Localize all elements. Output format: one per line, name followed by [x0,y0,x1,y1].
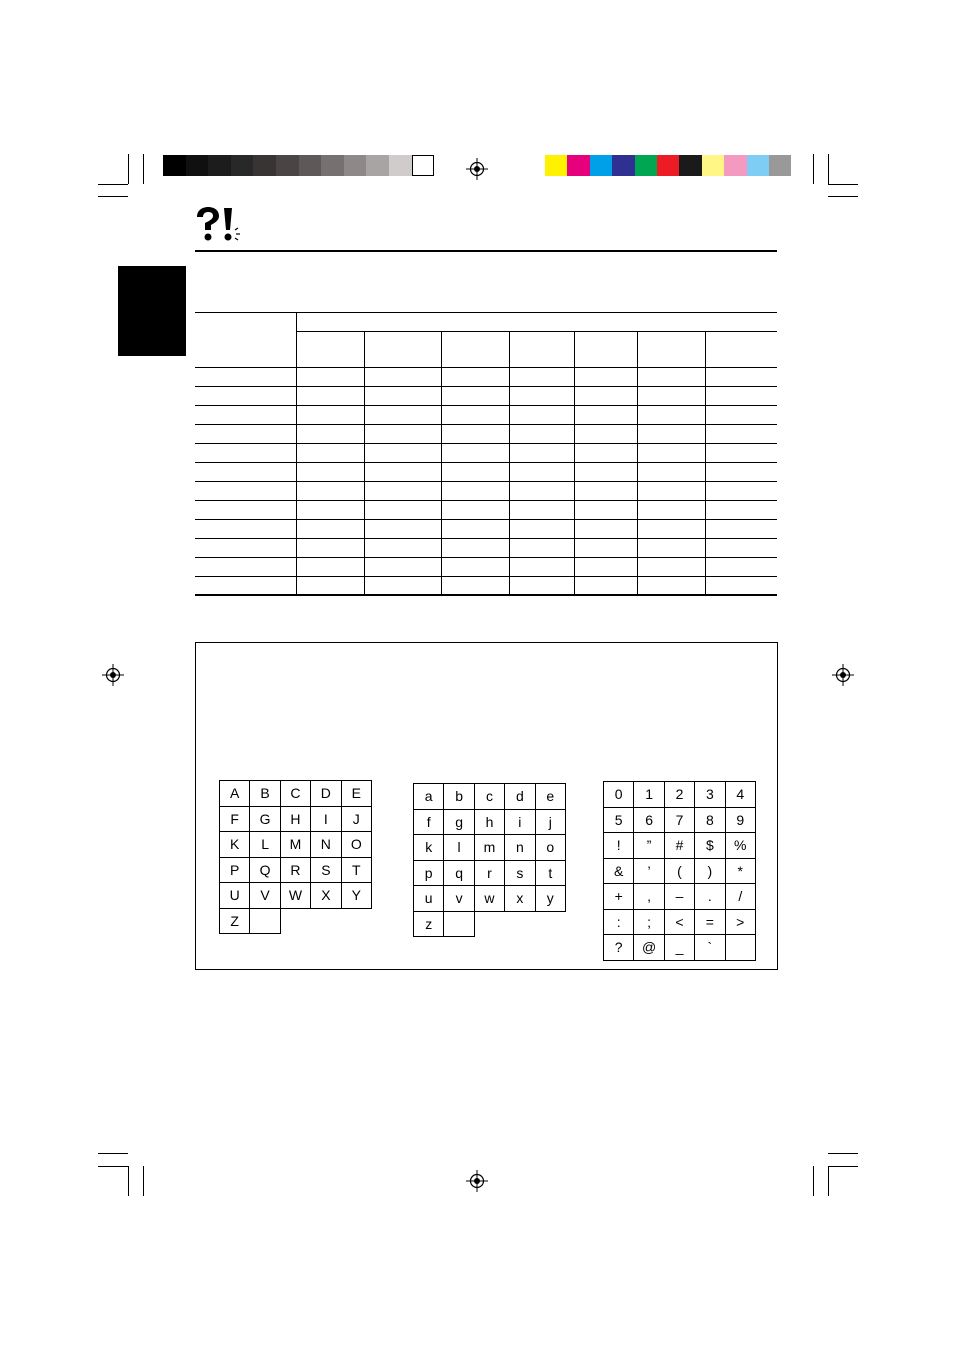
character-cell: L [250,832,280,858]
character-cell: d [505,784,535,810]
color-swatch [590,155,612,176]
character-cell: + [604,884,634,910]
character-cell: E [341,781,371,807]
character-cell: ! [604,833,634,859]
character-cell: > [725,909,755,935]
character-cell: T [341,857,371,883]
color-swatch [702,155,724,176]
character-cell: F [220,806,250,832]
character-cell: K [220,832,250,858]
character-cell [444,911,474,937]
color-swatch [299,155,322,176]
character-cell: e [535,784,565,810]
character-cell: X [311,883,341,909]
character-cell: n [505,835,535,861]
registration-mark-icon [466,158,488,180]
character-cell: w [474,886,504,912]
character-cell: , [634,884,664,910]
character-cell: v [444,886,474,912]
character-cell: 3 [695,782,725,808]
character-cell: J [341,806,371,832]
symbol-character-grid [603,781,756,961]
color-swatch [724,155,746,176]
character-cell: C [280,781,310,807]
character-cell: ; [634,909,664,935]
registration-mark-icon [832,664,854,686]
character-cell: i [505,809,535,835]
character-cell: b [444,784,474,810]
color-swatch [635,155,657,176]
character-cell: 8 [695,807,725,833]
character-cell: 6 [634,807,664,833]
lowercase-character-grid [413,783,566,937]
character-cell: # [664,833,694,859]
character-cell [725,935,755,961]
character-cell: $ [695,833,725,859]
character-cell: & [604,858,634,884]
character-cell: m [474,835,504,861]
character-cell: N [311,832,341,858]
color-swatch [679,155,701,176]
character-cell: = [695,909,725,935]
character-cell: @ [634,935,664,961]
header-rule [195,250,777,252]
character-cell: c [474,784,504,810]
character-cell: I [311,806,341,832]
color-swatch [612,155,634,176]
character-cell: V [250,883,280,909]
character-cell [250,908,280,934]
character-cell: 9 [725,807,755,833]
character-cell: Q [250,857,280,883]
character-cell: g [444,809,474,835]
color-swatch [231,155,254,176]
character-cell: < [664,909,694,935]
character-cell: x [505,886,535,912]
character-cell: Z [220,908,250,934]
character-cell: D [311,781,341,807]
character-cell: H [280,806,310,832]
grid-padding [341,908,371,934]
character-cell: 0 [604,782,634,808]
character-cell: ` [695,935,725,961]
color-swatch [163,155,186,176]
color-swatch [208,155,231,176]
registration-mark-icon [102,664,124,686]
character-cell: u [414,886,444,912]
uppercase-character-grid [219,780,372,934]
color-swatch [545,155,567,176]
color-swatch [344,155,367,176]
character-cell: s [505,860,535,886]
character-cell: G [250,806,280,832]
character-cell: S [311,857,341,883]
color-swatch [567,155,589,176]
grid-padding [474,911,504,937]
color-swatch [389,155,412,176]
color-swatch [747,155,769,176]
character-cell: l [444,835,474,861]
character-cell: Y [341,883,371,909]
character-cell: * [725,858,755,884]
character-cell: k [414,835,444,861]
character-cell: r [474,860,504,886]
color-swatch [253,155,276,176]
color-swatch [657,155,679,176]
character-cell: 1 [634,782,664,808]
registration-mark-icon [466,1170,488,1192]
character-cell: p [414,860,444,886]
character-cell: P [220,857,250,883]
character-cell: h [474,809,504,835]
character-cell: R [280,857,310,883]
character-cell: A [220,781,250,807]
character-cell: 4 [725,782,755,808]
color-swatch [366,155,389,176]
character-cell: ’ [634,858,664,884]
character-cell: q [444,860,474,886]
character-cell: W [280,883,310,909]
character-cell: 2 [664,782,694,808]
color-swatch [186,155,209,176]
character-cell: / [725,884,755,910]
grid-padding [280,908,310,934]
character-cell: 7 [664,807,694,833]
character-cell: ) [695,858,725,884]
grid-padding [505,911,535,937]
grid-padding [535,911,565,937]
character-cell: z [414,911,444,937]
character-cell: U [220,883,250,909]
character-cell: ? [604,935,634,961]
character-cell: j [535,809,565,835]
character-cell: o [535,835,565,861]
color-swatch [276,155,299,176]
character-cell: O [341,832,371,858]
character-cell: a [414,784,444,810]
question-exclamation-icon [195,206,245,242]
character-cell: . [695,884,725,910]
character-cell: 5 [604,807,634,833]
color-swatch [321,155,344,176]
color-swatch [769,155,791,176]
character-cell: f [414,809,444,835]
character-cell: % [725,833,755,859]
character-cell: M [280,832,310,858]
character-cell: – [664,884,694,910]
character-cell: t [535,860,565,886]
character-cell: ” [634,833,664,859]
character-cell: : [604,909,634,935]
character-cell: _ [664,935,694,961]
grid-padding [311,908,341,934]
color-swatch [412,155,435,176]
character-cell: y [535,886,565,912]
character-cell: B [250,781,280,807]
section-tab [118,266,186,356]
character-cell: ( [664,858,694,884]
